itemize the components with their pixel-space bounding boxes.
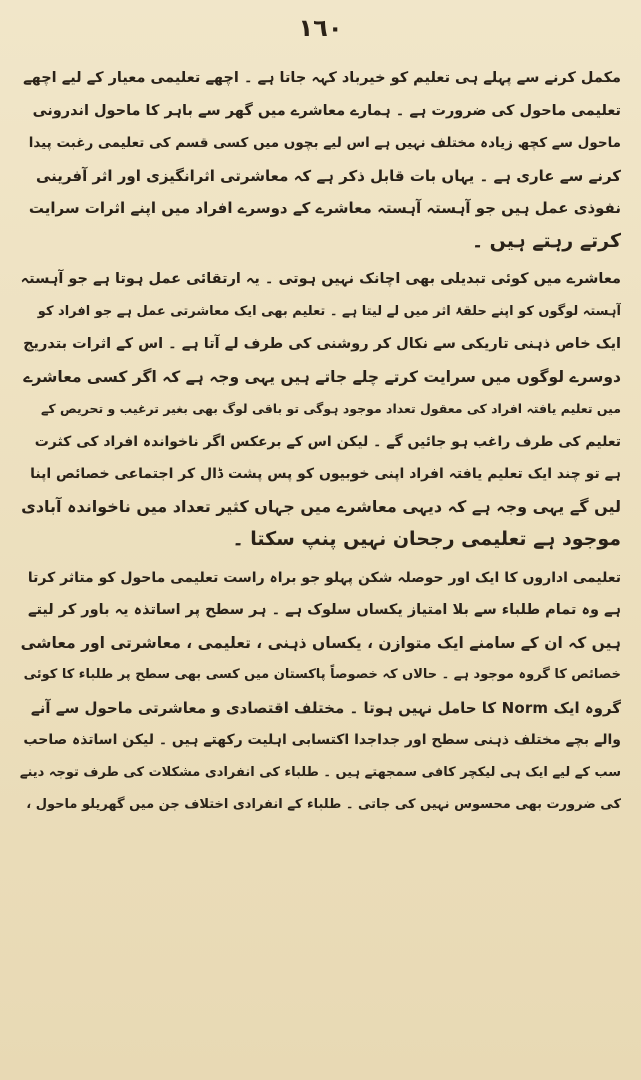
text-line: معاشرے میں کوئی تبدیلی بھی اچانک نہیں ہوتی ۔ یہ ارتقائی عمل ہوتا ہے جو آہستہ bbox=[20, 271, 621, 287]
text-line: مکمل کرنے سے پہلے ہی تعلیم کو خیرباد کہہ جاتا ہے ۔ اچھے تعلیمی معیار کے لیے اچھے bbox=[23, 70, 621, 86]
body-text bbox=[20, 62, 621, 822]
text-line: تعلیمی اداروں کا ایک اور حوصلہ شکن پہلو جو براہ راست تعلیمی ماحول کو متاثر کرتا bbox=[27, 569, 621, 586]
text-line: سب کے لیے ایک ہی لیکچر کافی سمجھتے ہیں ۔ طلباء کی انفرادی مشکلات کی طرف توجہ دینے bbox=[20, 764, 621, 780]
text-line: ہیں کہ ان کے سامنے ایک متوازن ، یکساں ذہنی ، تعلیمی ، معاشرتی اور معاشی bbox=[20, 633, 621, 652]
text-line: دوسرے لوگوں میں سرایت کرتے چلے جاتے ہیں یہی وجہ ہے کہ اگر کسی معاشرے bbox=[23, 367, 621, 386]
text-line: تعلیم کی طرف راغب ہو جائیں گے ۔ لیکن اس کے برعکس اگر ناخواندہ افراد کی کثرت bbox=[34, 433, 621, 450]
text-line: گروہ ایک Norm کا حامل نہیں ہوتا ۔ مختلف اقتصادی و معاشرتی ماحول سے آنے bbox=[30, 698, 621, 717]
text-line: لیں گے یہی وجہ ہے کہ دیہی معاشرے میں جہاں کثیر تعداد میں ناخواندہ آبادی bbox=[21, 496, 621, 516]
text-line: والے بچے مختلف ذہنی سطح اور جداجدا اکتسابی اہلیت رکھتے ہیں ۔ لیکن اساتذہ صاحب bbox=[23, 732, 621, 748]
text-line: خصائص کا گروہ موجود ہے ۔ حالاں کہ خصوصاً پاکستان میں کسی بھی سطح پر طلباء کا کوئی bbox=[23, 667, 621, 682]
text-line: آہستہ لوگوں کو اپنے حلقۂ اثر میں لے لیتا ہے ۔ تعلیم بھی ایک معاشرتی عمل ہے جو افراد کو bbox=[37, 303, 621, 319]
text-line: ہے تو چند ایک تعلیم یافتہ افراد اپنی خوبیوں کو پس پشت ڈال کر اجتماعی خصائص اپنا bbox=[30, 466, 621, 482]
text-line: ماحول سے کچھ زیادہ مختلف نہیں ہے اس لیے بچوں میں کسی قسم کی تعلیمی رغبت پیدا bbox=[28, 135, 621, 151]
text-line: کرنے سے عاری ہے ۔ یہاں بات قابل ذکر ہے کہ معاشرتی اثرانگیزی اور اثر آفرینی bbox=[36, 166, 621, 185]
text-line: موجود ہے تعلیمی رجحان نہیں پنپ سکتا ۔ bbox=[232, 528, 621, 550]
paragraph-2 bbox=[20, 263, 621, 556]
text-line: تعلیمی ماحول کی ضرورت ہے ۔ ہمارے معاشرے میں گھر سے باہر کا ماحول اندرونی bbox=[32, 102, 621, 119]
text-line: میں تعلیم یافتہ افراد کی معقول تعداد موجود ہوگی تو باقی لوگ بھی بغیر ترغیب و تحریص کے bbox=[41, 401, 621, 416]
text-line: کرتے رہتے ہیں ۔ bbox=[471, 229, 621, 252]
text-line: ایک خاص ذہنی تاریکی سے نکال کر روشنی کی طرف لے آتا ہے ۔ اس کے اثرات بتدریج bbox=[23, 336, 621, 352]
paragraph-1 bbox=[20, 62, 621, 257]
page-number: ١٦٠ bbox=[298, 14, 343, 42]
text-line: نفوذی عمل ہیں جو آہستہ آہستہ معاشرے کے دوسرے افراد میں اپنے اثرات سرایت bbox=[28, 199, 621, 217]
paragraph-3 bbox=[20, 562, 621, 822]
text-line: کی ضرورت بھی محسوس نہیں کی جاتی ۔ طلباء کے انفرادی اختلاف جن میں گھریلو ماحول ، bbox=[26, 797, 621, 812]
text-line: ہے وہ تمام طلباء سے بلا امتیاز یکساں سلوک ہے ۔ ہر سطح پر اساتذہ یہ باور کر لیتے bbox=[27, 602, 621, 618]
